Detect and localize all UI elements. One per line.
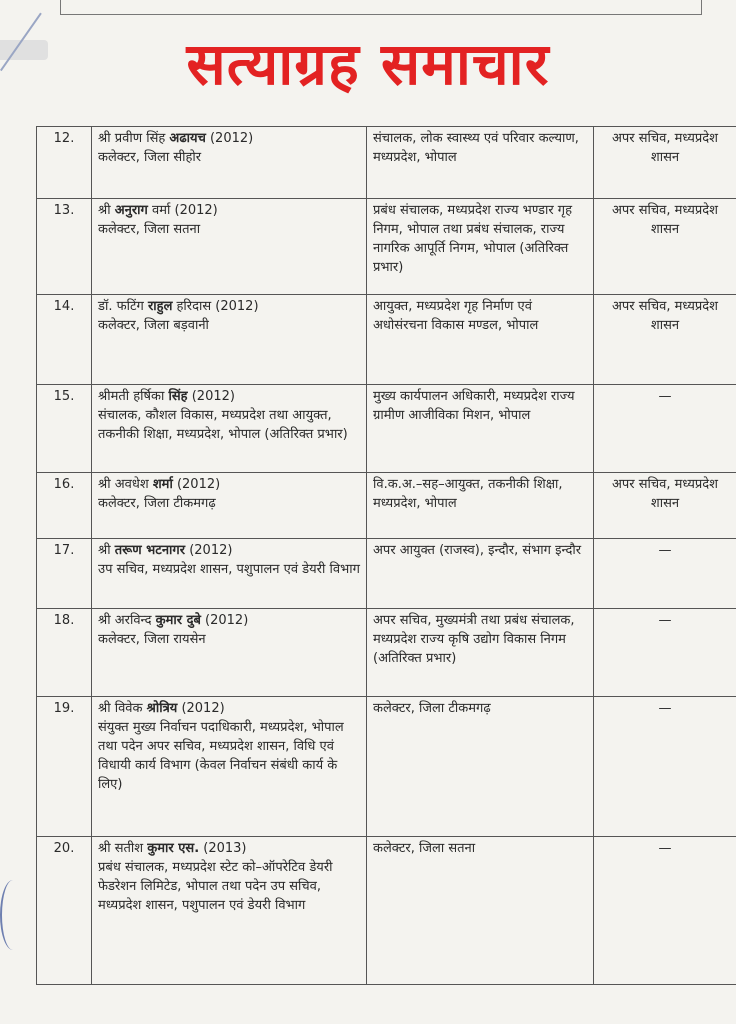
current-posting: संयुक्त मुख्य निर्वाचन पदाधिकारी, मध्यप्रदेश, भोपाल तथा पदेन अपर सचिव, मध्यप्रदेश शासन, विधि एवं विधायी कार्य विभाग (केवल निर्वाचन संबंधी कार्य के लिए) [98,720,344,792]
rank-cell: — [594,385,736,473]
signature-mark [0,880,26,950]
rank-cell: — [594,837,736,985]
rank-cell: अपर सचिव, मध्यप्रदेश शासन [594,199,736,295]
officer-cell [92,609,367,697]
current-posting: कलेक्टर, जिला टीकमगढ़ [98,496,216,511]
new-posting: मुख्य कार्यपालन अधिकारी, मध्यप्रदेश राज्य ग्रामीण आजीविका मिशन, भोपाल [367,385,594,473]
officer-cell [92,539,367,609]
table-row [37,199,736,295]
table-row [37,127,736,199]
name-prefix: श्री अवधेश [98,477,153,492]
new-posting: अपर आयुक्त (राजस्व), इन्दौर, संभाग इन्दौर [367,539,594,609]
name-prefix: श्री प्रवीण सिंह [98,131,170,146]
name-prefix: श्री अरविन्द [98,613,156,628]
name-bold: अनुराग [114,203,148,218]
serial-number: 20. [37,837,92,985]
name-batch: (2012) [172,477,221,492]
officer-cell [92,127,367,199]
rank-cell: — [594,697,736,837]
officer-cell [92,837,367,985]
current-posting: प्रबंध संचालक, मध्यप्रदेश स्टेट को–ऑपरेटिव डेयरी फेडरेशन लिमिटेड, भोपाल तथा पदेन उप सचिव, मध्यप्रदेश शासन, पशुपालन एवं डेयरी विभाग [98,860,333,913]
table-row [37,837,736,985]
officer-name [98,699,360,718]
officer-name [98,541,360,560]
officer-name [98,297,360,316]
rank-cell: अपर सचिव, मध्यप्रदेश शासन [594,473,736,539]
name-batch: (2012) [205,131,254,146]
page-top-border [60,0,702,15]
table-row [37,539,736,609]
table-row [37,385,736,473]
serial-number: 14. [37,295,92,385]
headline-title: सत्याग्रह समाचार [186,30,550,98]
name-batch: हरिदास (2012) [172,299,259,314]
officer-cell [92,199,367,295]
name-prefix: श्री सतीश [98,841,148,856]
new-posting: कलेक्टर, जिला सतना [367,837,594,985]
serial-number: 15. [37,385,92,473]
rank-cell: — [594,609,736,697]
name-bold: तरूण भटनागर [114,543,186,558]
name-prefix: श्री [98,543,115,558]
table-row [37,473,736,539]
new-posting: संचालक, लोक स्वास्थ्य एवं परिवार कल्याण, मध्यप्रदेश, भोपाल [367,127,594,199]
new-posting: प्रबंध संचालक, मध्यप्रदेश राज्य भण्डार गृह निगम, भोपाल तथा प्रबंध संचालक, राज्य नागरिक आपूर्ति निगम, भोपाल (अतिरिक्त प्रभार) [367,199,594,295]
current-posting: उप सचिव, मध्यप्रदेश शासन, पशुपालन एवं डेयरी विभाग [98,562,360,577]
current-posting: कलेक्टर, जिला बड़वानी [98,318,209,333]
officer-name [98,387,360,406]
rank-cell: अपर सचिव, मध्यप्रदेश शासन [594,127,736,199]
rank-cell: अपर सचिव, मध्यप्रदेश शासन [594,295,736,385]
officer-name [98,475,360,494]
name-prefix: श्रीमती हर्षिका [98,389,169,404]
officer-transfer-table [36,126,736,985]
name-bold: कुमार एस. [147,841,200,856]
name-bold: श्रोत्रिय [146,701,178,716]
current-posting: कलेक्टर, जिला रायसेन [98,632,206,647]
officer-cell [92,473,367,539]
officer-cell [92,697,367,837]
officer-name [98,201,360,220]
serial-number: 17. [37,539,92,609]
name-prefix: डॉ. फटिंग [98,299,148,314]
serial-number: 16. [37,473,92,539]
name-batch: (2012) [187,389,235,404]
name-batch: वर्मा (2012) [147,203,218,218]
rank-cell: — [594,539,736,609]
serial-number: 18. [37,609,92,697]
officer-name [98,839,360,858]
table-row [37,697,736,837]
serial-number: 13. [37,199,92,295]
name-batch: (2012) [185,543,233,558]
name-prefix: श्री [98,203,115,218]
serial-number: 12. [37,127,92,199]
officer-name [98,129,360,148]
new-posting: अपर सचिव, मुख्यमंत्री तथा प्रबंध संचालक, मध्यप्रदेश राज्य कृषि उद्योग विकास निगम (अतिरिक्त प्रभार) [367,609,594,697]
officer-cell [92,295,367,385]
current-posting: कलेक्टर, जिला सीहोर [98,150,202,165]
new-posting: कलेक्टर, जिला टीकमगढ़ [367,697,594,837]
name-batch: (2012) [177,701,225,716]
officer-name [98,611,360,630]
current-posting: कलेक्टर, जिला सतना [98,222,201,237]
name-bold: अढायच [169,131,206,146]
name-bold: सिंह [168,389,188,404]
name-batch: (2012) [200,613,249,628]
table-row [37,295,736,385]
new-posting: वि.क.अ.–सह–आयुक्त, तकनीकी शिक्षा, मध्यप्रदेश, भोपाल [367,473,594,539]
serial-number: 19. [37,697,92,837]
new-posting: आयुक्त, मध्यप्रदेश गृह निर्माण एवं अधोसंरचना विकास मण्डल, भोपाल [367,295,594,385]
officer-cell [92,385,367,473]
current-posting: संचालक, कौशल विकास, मध्यप्रदेश तथा आयुक्त, तकनीकी शिक्षा, मध्यप्रदेश, भोपाल (अतिरिक्त प्रभार) [98,408,348,442]
name-bold: कुमार दुबे [155,613,201,628]
table-row [37,609,736,697]
name-bold: राहुल [147,299,173,314]
name-prefix: श्री विवेक [98,701,147,716]
name-batch: (2013) [199,841,247,856]
name-bold: शर्मा [152,477,173,492]
